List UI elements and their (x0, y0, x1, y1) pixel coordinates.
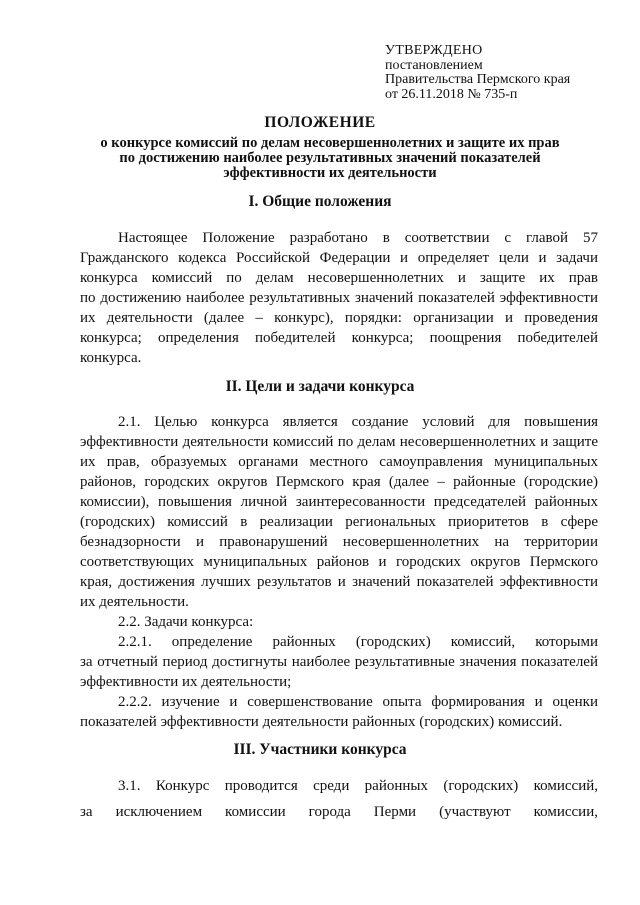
subtitle-line: о конкурсе комиссий по делам несовершеннолетних и защите их прав (100, 135, 560, 151)
text-line: 2.2.1. определение районных (городских) комиссий, которыми (118, 634, 598, 650)
text-line: за исключением комиссии города Перми (участвуют комиссии, (80, 804, 598, 820)
paragraph-2-1 (80, 412, 598, 732)
text-line: безнадзорности и правонарушений несовершеннолетних на территории (80, 534, 598, 550)
text-line: конкурса; определения победителей конкурса; поощрения победителей (80, 330, 598, 346)
text-line: 2.2. Задачи конкурса: (118, 614, 254, 630)
text-line: конкурса комиссий по делам несовершеннолетних и защите их прав (80, 270, 598, 286)
text-line: Настоящее Положение разработано в соответствии с главой 57 (118, 230, 598, 246)
section-heading-3: III. Участники конкурса (233, 741, 407, 758)
section-heading-1: I. Общие положения (248, 193, 392, 210)
text-line: Гражданского кодекса Российской Федерации и определяет цели и задачи (80, 250, 598, 266)
text-line: по достижению наиболее результативных значений показателей эффективности (80, 290, 598, 306)
text-line: 3.1. Конкурс проводится среди районных (городских) комиссий, (118, 778, 598, 794)
document-title: ПОЛОЖЕНИЕ (264, 114, 376, 131)
approval-block (385, 44, 570, 102)
text-line: показателей эффективности деятельности районных (городских) комиссий. (80, 714, 563, 730)
text-line: соответствующих муниципальных районов и городских округов Пермского (80, 554, 598, 570)
approval-line: Правительства Пермского края (385, 72, 571, 87)
text-line: эффективности деятельности комиссий по делам несовершеннолетних и защите (80, 434, 598, 450)
text-line: края, достижения лучших результатов и значений показателей эффективности (80, 574, 598, 590)
text-line: их деятельности. (80, 594, 189, 610)
text-line: районов, городских округов Пермского края (далее – районные (городские) (80, 474, 598, 490)
subtitle-line: эффективности их деятельности (223, 165, 437, 181)
approval-date: от 26.11.2018 № 735-п (385, 86, 518, 102)
document-subtitle (95, 136, 565, 181)
section-heading-2: II. Цели и задачи конкурса (225, 378, 415, 395)
paragraph-general (80, 228, 598, 368)
approval-line: постановлением (385, 57, 483, 73)
text-line: конкурса. (80, 350, 142, 366)
text-line: их прав, образуемых органами местного самоуправления муниципальных (80, 454, 598, 470)
subtitle-line: по достижению наиболее результативных значений показателей (119, 150, 541, 166)
text-line: комиссии), повышения личной заинтересованности председателей районных (80, 494, 598, 510)
text-line: эффективности их деятельности; (80, 674, 292, 690)
text-line: 2.1. Целью конкурса является создание условий для повышения (118, 414, 598, 430)
approval-heading: УТВЕРЖДЕНО (385, 43, 483, 58)
text-line: 2.2.2. изучение и совершенствование опыта формирования и оценки (118, 694, 598, 710)
text-line: за отчетный период достигнуты наиболее результативные значения показателей (80, 654, 598, 670)
text-line: (городских) комиссий в реализации региональных приоритетов в сфере (80, 514, 598, 530)
paragraph-3-1 (80, 776, 598, 822)
text-line: их деятельности (далее – конкурс), порядки: организации и проведения (80, 310, 598, 326)
